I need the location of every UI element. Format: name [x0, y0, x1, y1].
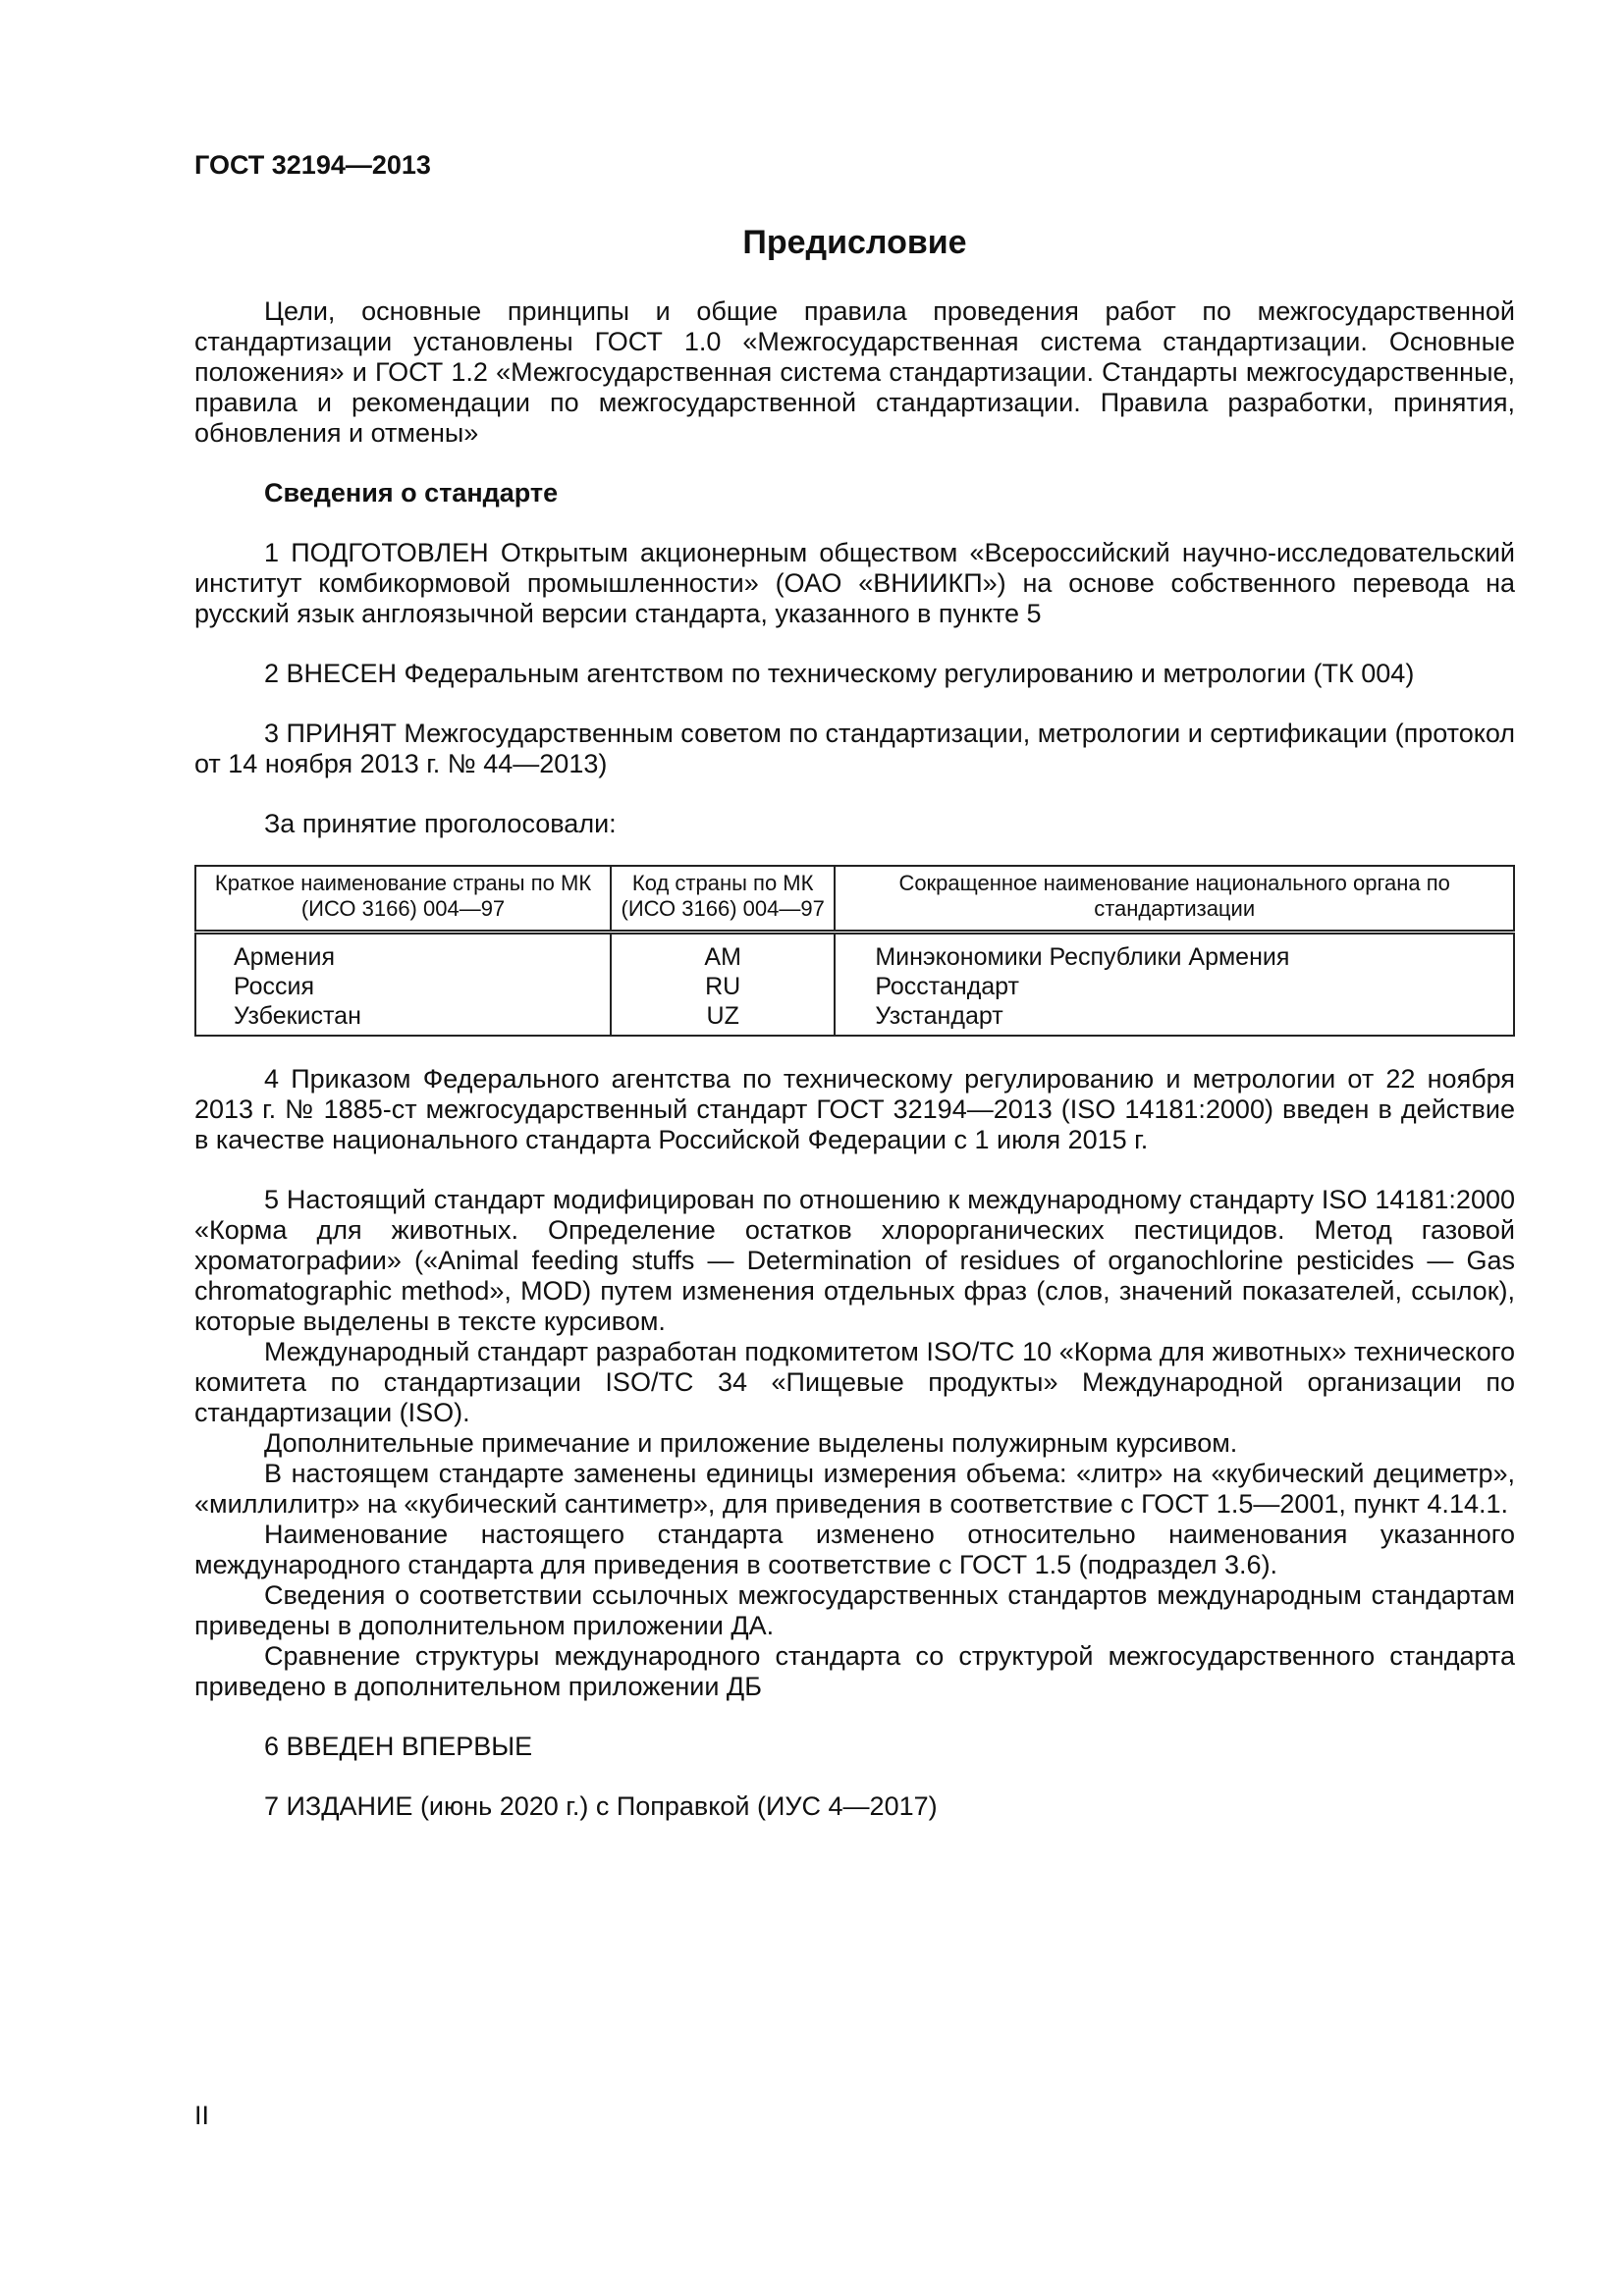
- org-cell: Росстандарт: [835, 972, 1514, 1001]
- item-edition: 7 ИЗДАНИЕ (июнь 2020 г.) с Поправкой (ИУС 4—2017): [264, 1791, 938, 1821]
- document-page: [194, 147, 1515, 1822]
- item-modified-note: В настоящем стандарте заменены единицы измерения объема: «литр» на «кубический дециметр», «миллилитр» на «кубический сантиметр», для приведения в соответствие с ГОСТ 1.5—2001, пункт 4.14.1.: [194, 1459, 1515, 1519]
- country-cell: Узбекистан: [234, 1002, 361, 1030]
- code-cell: UZ: [611, 1001, 835, 1036]
- org-cell: Минэкономики Республики Армения: [835, 933, 1514, 973]
- votes-table: [194, 865, 1515, 1037]
- item-modified-note: Сведения о соответствии ссылочных межгосударственных стандартов международным стандартам приведены в дополнительном приложении ДА.: [194, 1580, 1515, 1640]
- country-cell: Армения: [234, 943, 335, 971]
- org-cell: Узстандарт: [835, 1001, 1514, 1036]
- item-modified-note: Дополнительные примечание и приложение выделены полужирным курсивом.: [264, 1428, 1238, 1458]
- item-adopted: 3 ПРИНЯТ Межгосударственным советом по стандартизации, метрологии и сертификации (протокол от 14 ноября 2013 г. № 44—2013): [194, 719, 1516, 778]
- column-header-country: Краткое наименование страны по МК (ИСО 3166) 004—97: [214, 871, 592, 921]
- item-modified-note: Сравнение структуры международного стандарта со структурой межгосударственного стандарта приведено в дополнительном приложении ДБ: [194, 1641, 1515, 1701]
- intro-paragraph: Цели, основные принципы и общие правила проведения работ по межгосударственной стандартизации установлены ГОСТ 1.0 «Межгосударственная система стандартизации. Основные положения» и ГОСТ 1.2 «Межгосударственная система стандартизации. Стандарты межгосударственные, правила и рекомендации по межгосударственной стандартизации. Правила разработки, принятия, обновления и отмены»: [194, 296, 1515, 448]
- item-modified: 5 Настоящий стандарт модифицирован по отношению к международному стандарту ISO 14181:2000 «Корма для животных. Определение остатков хлорорганических пестицидов. Метод газовой хроматографии» («Animal feeding stuffs — Determination of residues of organochlorine pesticides — Gas chromatographic method», MOD) путем изменения отдельных фраз (слов, значений показателей, ссылок), которые выделены в тексте курсивом.: [194, 1185, 1515, 1336]
- table-row: [195, 1001, 1514, 1036]
- page-title: Предисловие: [742, 224, 967, 261]
- code-cell: AM: [611, 933, 835, 973]
- votes-label: За принятие проголосовали:: [264, 809, 617, 838]
- document-code: ГОСТ 32194—2013: [194, 150, 431, 180]
- item-modified-note: Международный стандарт разработан подкомитетом ISO/TC 10 «Корма для животных» технического комитета по стандартизации ISO/TC 34 «Пищевые продукты» Международной организации по стандартизации (ISO).: [194, 1337, 1515, 1427]
- item-enacted: 4 Приказом Федерального агентства по техническому регулированию и метрологии от 22 ноября 2013 г. № 1885-ст межгосударственный стандарт ГОСТ 32194—2013 (ISO 14181:2000) введен в действие в качестве национального стандарта Российской Федерации с 1 июля 2015 г.: [194, 1064, 1515, 1154]
- code-cell: RU: [611, 972, 835, 1001]
- item-first-introduced: 6 ВВЕДЕН ВПЕРВЫЕ: [264, 1732, 533, 1761]
- section-heading: Сведения о стандарте: [264, 478, 559, 507]
- column-header-code: Код страны по МК (ИСО 3166) 004—97: [611, 866, 835, 933]
- table-header-row: [195, 866, 1514, 933]
- table-row: [195, 933, 1514, 973]
- country-cell: Россия: [234, 973, 314, 1000]
- item-prepared: 1 ПОДГОТОВЛЕН Открытым акционерным обществом «Всероссийский научно-исследовательский институт комбикормовой промышленности» (ОАО «ВНИИКП») на основе собственного перевода на русский язык англоязычной версии стандарта, указанного в пункте 5: [194, 538, 1515, 628]
- column-header-org: Сокращенное наименование национального органа по стандартизации: [835, 866, 1514, 933]
- item-submitted: 2 ВНЕСЕН Федеральным агентством по техническому регулированию и метрологии (ТК 004): [264, 659, 1415, 688]
- table-row: [195, 972, 1514, 1001]
- page-number: II: [194, 2101, 210, 2130]
- item-modified-note: Наименование настоящего стандарта изменено относительно наименования указанного международного стандарта для приведения в соответствие с ГОСТ 1.5 (подраздел 3.6).: [194, 1520, 1515, 1579]
